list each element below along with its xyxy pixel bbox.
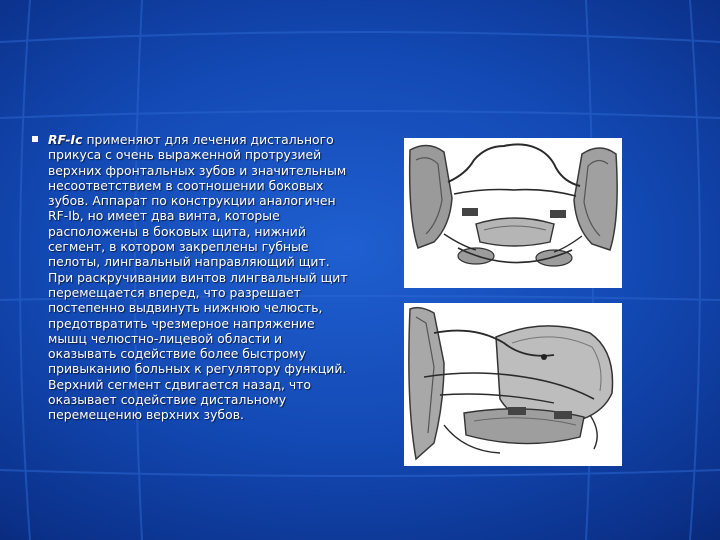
paragraph-text: применяют для лечения дистального прикуса с очень выраженной протрузией верхних фронтальных зубов и значительным несоответствием в соотношении боковых зубов. Аппарат по конструкции аналогичен RF-Ib, но имеет два винта, которые расположены в боковых щита, нижний сегмент, в котором закреплены губные пелоты, лингвальный направляющий щит. При раскручивании винтов лингвальный щит перемещается вперед, что разрешает постепенно выдвинуть нижнюю челюсть, предотвратить чрезмерное напряжение мышц челюстно-лицевой области и оказывать содействие более быстрому привыканию больных к регулятору функций. Верхний сегмент сдвигается назад, что оказывает содействие дистальному перемещению верхних зубов. — [48, 132, 348, 423]
device-name: RF-Ic — [48, 132, 83, 147]
appliance-photo-top — [404, 138, 622, 288]
appliance-side-drawing — [404, 303, 622, 466]
appliance-top-drawing — [404, 138, 622, 288]
appliance-photo-bottom — [404, 303, 622, 466]
bullet-paragraph — [48, 132, 348, 423]
bullet-marker — [32, 136, 38, 142]
